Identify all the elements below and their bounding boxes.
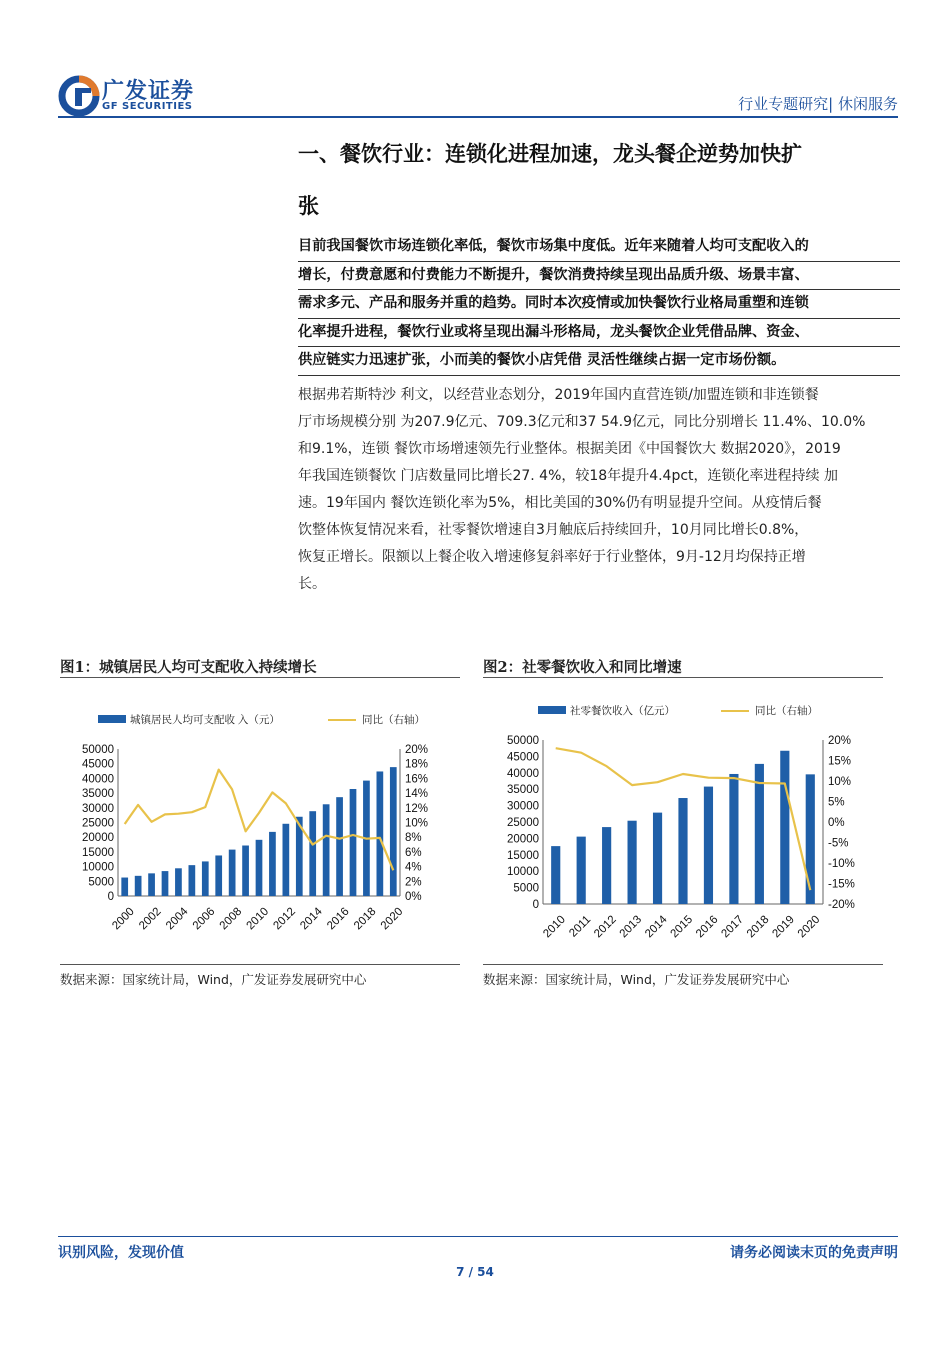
company-logo	[58, 74, 223, 118]
section-title	[298, 128, 900, 232]
x-axis-tick-label: 2020	[795, 913, 823, 941]
left-axis-tick-label: 0	[107, 891, 114, 903]
left-axis-tick-label: 25000	[507, 817, 539, 829]
x-axis-tick-label: 2004	[163, 905, 191, 933]
left-axis-tick-label: 20000	[507, 833, 539, 846]
x-axis-tick-label: 2014	[643, 913, 670, 941]
chart-bar	[162, 871, 169, 896]
right-axis-tick-label: 0%	[405, 891, 422, 903]
left-axis-tick-label: 45000	[82, 758, 114, 771]
x-axis-tick-label: 2012	[592, 913, 619, 941]
right-axis-tick-label: 16%	[405, 773, 429, 786]
right-axis-tick-label: 10%	[828, 776, 852, 788]
chart-bar	[309, 811, 316, 896]
x-axis-tick-label: 2018	[744, 913, 772, 941]
chart-bar	[780, 751, 789, 904]
x-axis-tick-label: 2011	[567, 913, 594, 940]
right-axis-tick-label: 2%	[405, 876, 422, 889]
chart-bar	[653, 813, 662, 904]
x-axis-tick-label: 2006	[190, 905, 218, 933]
legend-bar-swatch	[538, 706, 566, 714]
chart-bar	[377, 771, 384, 896]
footer-divider	[58, 1236, 898, 1237]
body-line: 饮整体恢复情况来看，社零餐饮增速自3月触底后持续回升，10月同比增长0.8%，	[298, 522, 809, 538]
chart-bar	[577, 837, 586, 904]
body-line: 长。	[298, 576, 326, 592]
figure1-source: 数据来源：国家统计局，Wind，广发证券发展研究中心	[60, 972, 367, 987]
left-axis-tick-label: 20000	[82, 832, 114, 845]
header-category	[738, 93, 898, 114]
x-axis-tick-label: 2002	[137, 905, 164, 933]
footer-disclaimer-note: 请务必阅读末页的免责声明	[730, 1245, 898, 1261]
body-line: 厅市场规模分别 为207.9亿元、709.3亿元和37 54.9亿元，同比分别增长 11.4%、10.0%	[298, 414, 866, 430]
x-axis-tick-label: 2000	[110, 905, 137, 933]
chart-bar	[336, 797, 343, 896]
right-axis-tick-label: 15%	[828, 755, 852, 768]
x-axis-tick-label: 2020	[378, 905, 406, 933]
figure1-bottom-rule	[60, 964, 460, 965]
figure1-top-rule	[60, 677, 460, 678]
x-axis-tick-label: 2013	[617, 913, 645, 941]
left-axis-tick-label: 10000	[82, 861, 114, 874]
figure2-chart	[483, 682, 883, 960]
x-axis-tick-label: 2017	[719, 913, 747, 941]
right-axis-tick-label: 18%	[405, 758, 429, 771]
body-line: 根据弗若斯特沙 利文，以经营业态划分，2019年国内直营连锁/加盟连锁和非连锁餐	[298, 387, 819, 403]
right-axis-tick-label: 8%	[405, 832, 422, 845]
left-axis-tick-label: 10000	[507, 866, 539, 879]
section-title-line: 张	[298, 193, 319, 218]
chart-bar	[242, 846, 249, 896]
figure2-top-rule	[483, 677, 883, 678]
x-axis-tick-label: 2018	[351, 905, 379, 933]
left-axis-tick-label: 15000	[82, 846, 114, 859]
right-axis-tick-label: 5%	[828, 796, 845, 809]
right-axis-tick-label: 20%	[828, 735, 852, 747]
left-axis-tick-label: 5000	[88, 876, 114, 889]
page-number: 7 / 54	[456, 1265, 494, 1279]
chart-bar	[755, 764, 764, 904]
x-axis-tick-label: 2008	[217, 905, 245, 933]
chart-bar	[806, 774, 815, 904]
legend-line-label: 同比（右轴）	[362, 714, 425, 726]
legend-bar-label: 城镇居民人均可支配收 入（元）	[130, 714, 280, 726]
left-axis-tick-label: 50000	[82, 744, 114, 756]
left-axis-tick-label: 35000	[507, 784, 539, 797]
gf-logo-icon	[58, 74, 100, 116]
left-axis-tick-label: 5000	[513, 882, 539, 895]
summary-line: 需求多元、产品和服务并重的趋势。同时本次疫情或加快餐饮行业格局重塑和连锁	[298, 290, 900, 319]
chart-bar	[602, 827, 611, 904]
report-category: 行业专题研究	[738, 95, 829, 113]
x-axis-tick-label: 2019	[770, 913, 797, 941]
chart-bar	[729, 774, 738, 904]
chart-bar	[202, 861, 209, 896]
right-axis-tick-label: 4%	[405, 861, 422, 874]
chart-bar	[350, 789, 357, 896]
x-axis-tick-label: 2010	[244, 905, 272, 933]
chart-bar	[135, 876, 142, 896]
x-axis-tick-label: 2016	[693, 913, 721, 941]
right-axis-tick-label: -5%	[828, 837, 849, 850]
chart-bar	[121, 878, 128, 896]
right-axis-tick-label: 12%	[405, 802, 429, 815]
chart-bar	[678, 798, 687, 904]
chart-bar	[551, 846, 560, 904]
x-axis-tick-label: 2012	[271, 905, 298, 933]
left-axis-tick-label: 30000	[82, 802, 114, 815]
body-paragraph	[298, 382, 900, 598]
chart-bar	[175, 868, 182, 896]
logo-text-cn: 广发证券	[102, 79, 195, 104]
header-divider	[58, 116, 898, 118]
x-axis-tick-label: 2016	[325, 905, 352, 933]
summary-paragraph	[298, 233, 900, 376]
chart-bar	[704, 787, 713, 904]
left-axis-tick-label: 35000	[82, 788, 114, 801]
chart-bar	[229, 850, 236, 896]
body-line: 年我国连锁餐饮 门店数量同比增长27. 4%，较18年提升4.4pct，连锁化率进程持续 加	[298, 468, 838, 484]
left-axis-tick-label: 45000	[507, 751, 539, 764]
chart-bar	[323, 804, 330, 896]
section-title-line: 一、餐饮行业：连锁化进程加速，龙头餐企逆势加快扩	[298, 141, 802, 166]
chart-bar	[148, 873, 155, 896]
right-axis-tick-label: 14%	[405, 788, 429, 801]
chart-bar	[390, 767, 397, 896]
right-axis-tick-label: 10%	[405, 817, 429, 830]
chart-bar	[628, 821, 637, 904]
figure2-bottom-rule	[483, 964, 883, 965]
left-axis-tick-label: 25000	[82, 817, 114, 830]
left-axis-tick-label: 0	[532, 899, 539, 911]
summary-line: 目前我国餐饮市场连锁化率低，餐饮市场集中度低。近年来随着人均可支配收入的	[298, 233, 900, 262]
chart-bar	[269, 832, 276, 896]
left-axis-tick-label: 50000	[507, 735, 539, 747]
legend-bar-label: 社零餐饮收入（亿元）	[570, 705, 675, 717]
chart-bar	[189, 865, 196, 896]
x-axis-tick-label: 2015	[668, 913, 696, 941]
body-line: 速。19年国内 餐饮连锁化率为5%，相比美国的30%仍有明显提升空间。从疫情后餐	[298, 495, 822, 511]
left-axis-tick-label: 40000	[82, 773, 114, 786]
header-separator: |	[828, 95, 838, 113]
legend-bar-swatch	[98, 715, 126, 723]
left-axis-tick-label: 15000	[507, 849, 539, 862]
body-line: 和9.1%，连锁 餐饮市场增速领先行业整体。根据美团《中国餐饮大 数据2020》，2019	[298, 441, 841, 457]
x-axis-tick-label: 2014	[298, 905, 325, 933]
left-axis-tick-label: 40000	[507, 767, 539, 780]
legend-line-label: 同比（右轴）	[755, 705, 818, 717]
summary-line: 增长，付费意愿和付费能力不断提升，餐饮消费持续呈现出品质升级、场景丰富、	[298, 262, 900, 291]
right-axis-tick-label: -10%	[828, 858, 855, 870]
right-axis-tick-label: 20%	[405, 744, 429, 756]
summary-line: 化率提升进程，餐饮行业或将呈现出漏斗形格局，龙头餐饮企业凭借品牌、资金、	[298, 319, 900, 348]
chart-bar	[283, 824, 290, 896]
figure2-source: 数据来源：国家统计局，Wind，广发证券发展研究中心	[483, 972, 790, 987]
figure2-title: 图2：社零餐饮收入和同比增速	[483, 659, 682, 676]
figure1-chart	[60, 682, 460, 960]
right-axis-tick-label: -15%	[828, 878, 855, 891]
chart-bar	[256, 840, 263, 896]
summary-line: 供应链实力迅速扩张，小而美的餐饮小店凭借 灵活性继续占据一定市场份额。	[298, 347, 900, 376]
logo-text-en: GF SECURITIES	[102, 101, 193, 112]
left-axis-tick-label: 30000	[507, 800, 539, 813]
right-axis-tick-label: 6%	[405, 846, 422, 859]
body-line: 恢复正增长。限额以上餐企收入增速修复斜率好于行业整体，9月-12月均保持正增	[298, 549, 806, 565]
right-axis-tick-label: 0%	[828, 817, 845, 829]
footer-slogan: 识别风险，发现价值	[58, 1245, 184, 1261]
figure1-title: 图1：城镇居民人均可支配收入持续增长	[60, 659, 317, 676]
chart-bar	[215, 855, 222, 896]
x-axis-tick-label: 2010	[541, 913, 568, 941]
report-sector: 休闲服务	[837, 95, 898, 113]
right-axis-tick-label: -20%	[828, 899, 855, 911]
